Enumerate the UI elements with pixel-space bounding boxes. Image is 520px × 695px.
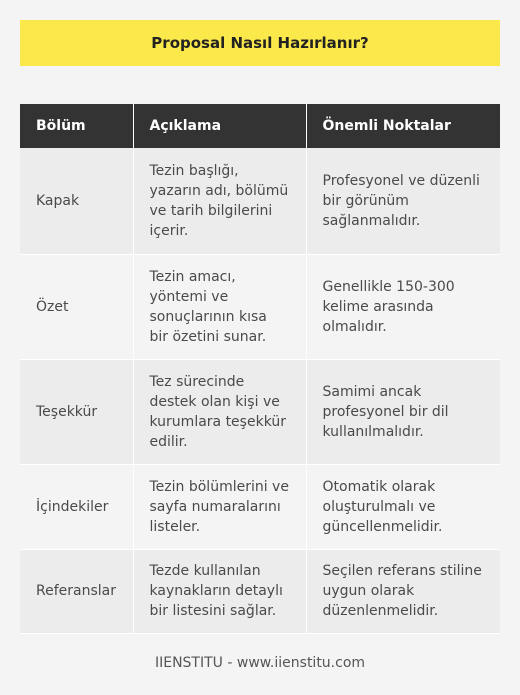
page-title xyxy=(20,20,500,66)
table-row xyxy=(20,464,500,549)
cell-description: Tezin amacı, yöntemi ve sonuçlarının kısa bir özetini sunar. xyxy=(133,254,306,359)
cell-notes: Otomatik olarak oluşturulmalı ve güncellenmelidir. xyxy=(306,464,500,549)
cell-description: Tezin bölümlerini ve sayfa numaralarını listeler. xyxy=(133,464,306,549)
cell-section: Özet xyxy=(20,254,133,359)
cell-section: İçindekiler xyxy=(20,464,133,549)
header-description: Açıklama xyxy=(133,104,306,148)
page-title-text: Proposal Nasıl Hazırlanır? xyxy=(151,34,369,52)
table-row xyxy=(20,359,500,464)
cell-section: Referanslar xyxy=(20,549,133,633)
cell-description: Tezde kullanılan kaynakların detaylı bir listesini sağlar. xyxy=(133,549,306,633)
table-row xyxy=(20,549,500,633)
footer-text[interactable]: IIENSTITU - www.iienstitu.com xyxy=(154,655,366,671)
cell-notes: Profesyonel ve düzenli bir görünüm sağlanmalıdır. xyxy=(306,148,500,254)
cell-notes: Genellikle 150-300 kelime arasında olmalıdır. xyxy=(306,254,500,359)
cell-notes: Seçilen referans stiline uygun olarak düzenlenmelidir. xyxy=(306,549,500,633)
cell-description: Tezin başlığı, yazarın adı, bölümü ve tarih bilgilerini içerir. xyxy=(133,148,306,254)
cell-description: Tez sürecinde destek olan kişi ve kurumlara teşekkür edilir. xyxy=(133,359,306,464)
table-row xyxy=(20,148,500,254)
cell-section: Kapak xyxy=(20,148,133,254)
cell-section: Teşekkür xyxy=(20,359,133,464)
table-row xyxy=(20,254,500,359)
header-section: Bölüm xyxy=(20,104,133,148)
cell-notes: Samimi ancak profesyonel bir dil kullanılmalıdır. xyxy=(306,359,500,464)
header-notes: Önemli Noktalar xyxy=(322,118,451,134)
proposal-table xyxy=(20,104,500,634)
table-header-row xyxy=(20,104,500,148)
